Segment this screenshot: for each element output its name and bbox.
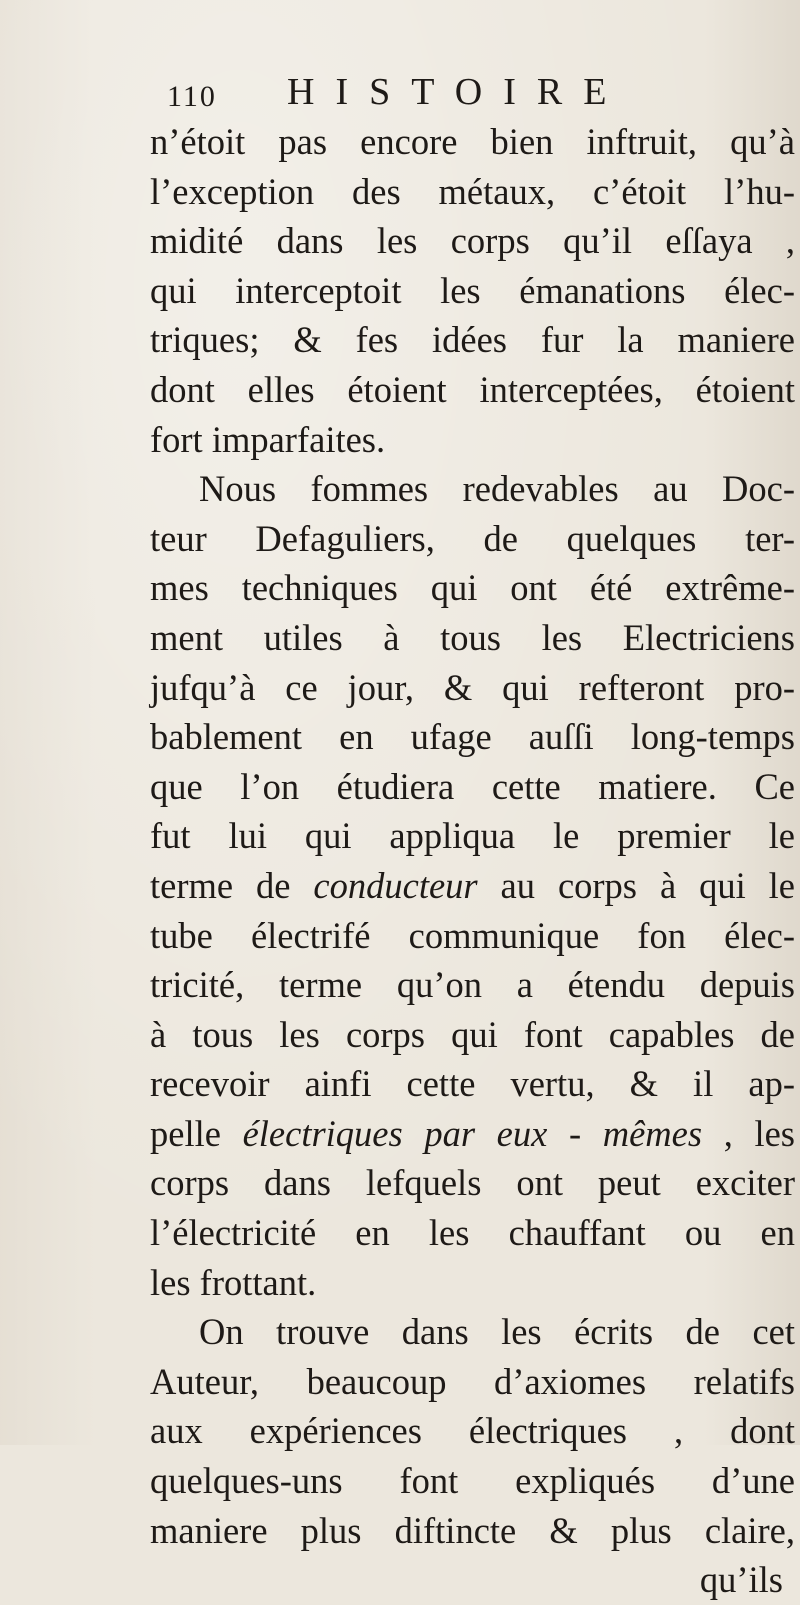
running-head: HISTOIRE — [287, 71, 628, 113]
text-line: l’exception des métaux, c’étoit l’hu- — [150, 170, 795, 212]
text-line: n’étoit pas encore bien inftruit, qu’à — [150, 121, 795, 162]
text-line: tube électrifé communique fon élec- — [150, 914, 795, 956]
catchword: qu’ils — [699, 1559, 783, 1601]
text-line: mes techniques qui ont été extrême- — [150, 567, 795, 609]
text-line: dont elles étoient interceptées, étoient — [150, 368, 795, 410]
text-run: terme de — [150, 864, 314, 906]
text-line — [150, 861, 795, 911]
text-line: aux expériences électriques , dont — [150, 1410, 795, 1452]
text-line: maniere plus diftincte & plus claire, — [150, 1509, 795, 1551]
text-run: pelle — [150, 1112, 243, 1154]
text-line: recevoir ainfi cette vertu, & il ap- — [150, 1063, 795, 1105]
text-line: triques; & fes idées fur la maniere — [150, 319, 795, 361]
text-line: tricité, terme qu’on a étendu depuis — [150, 964, 795, 1006]
text-line: corps dans lefquels ont peut exciter — [150, 1162, 795, 1204]
text-run: , les — [702, 1112, 796, 1154]
body-text — [150, 117, 795, 1605]
text-line: que l’on étudiera cette matiere. Ce — [150, 765, 795, 807]
page-number: 110 — [167, 80, 217, 113]
text-line: qui interceptoit les émanations élec- — [150, 269, 795, 311]
text-line: quelques-uns font expliqués d’une — [150, 1460, 795, 1502]
text-line: bablement en ufage auſſi long-temps — [150, 716, 795, 758]
text-line: fort imparfaites. — [150, 418, 386, 460]
text-line: les frottant. — [150, 1261, 317, 1303]
text-line: teur Defaguliers, de quelques ter- — [150, 517, 795, 559]
text-line: à tous les corps qui font capables de — [150, 1013, 795, 1055]
text-line: jufqu’à ce jour, & qui refteront pro- — [150, 666, 795, 708]
text-line: Auteur, beaucoup d’axiomes relatifs — [150, 1360, 795, 1402]
text-line: On trouve dans les écrits de cet — [199, 1311, 795, 1353]
italic-term: conducteur — [313, 864, 478, 906]
text-line: Nous fommes redevables au Doc- — [199, 468, 795, 510]
text-line: l’électricité en les chauffant ou en — [150, 1212, 795, 1254]
text-line: fut lui qui appliqua le premier le — [150, 815, 795, 857]
italic-term: électriques par eux - mêmes — [242, 1112, 703, 1154]
text-run: au corps à qui le — [477, 864, 795, 906]
text-line: ment utiles à tous les Electriciens — [150, 616, 795, 658]
text-line: midité dans les corps qu’il eſſaya , — [150, 220, 795, 262]
text-line — [150, 1109, 795, 1159]
page-header — [167, 70, 687, 116]
